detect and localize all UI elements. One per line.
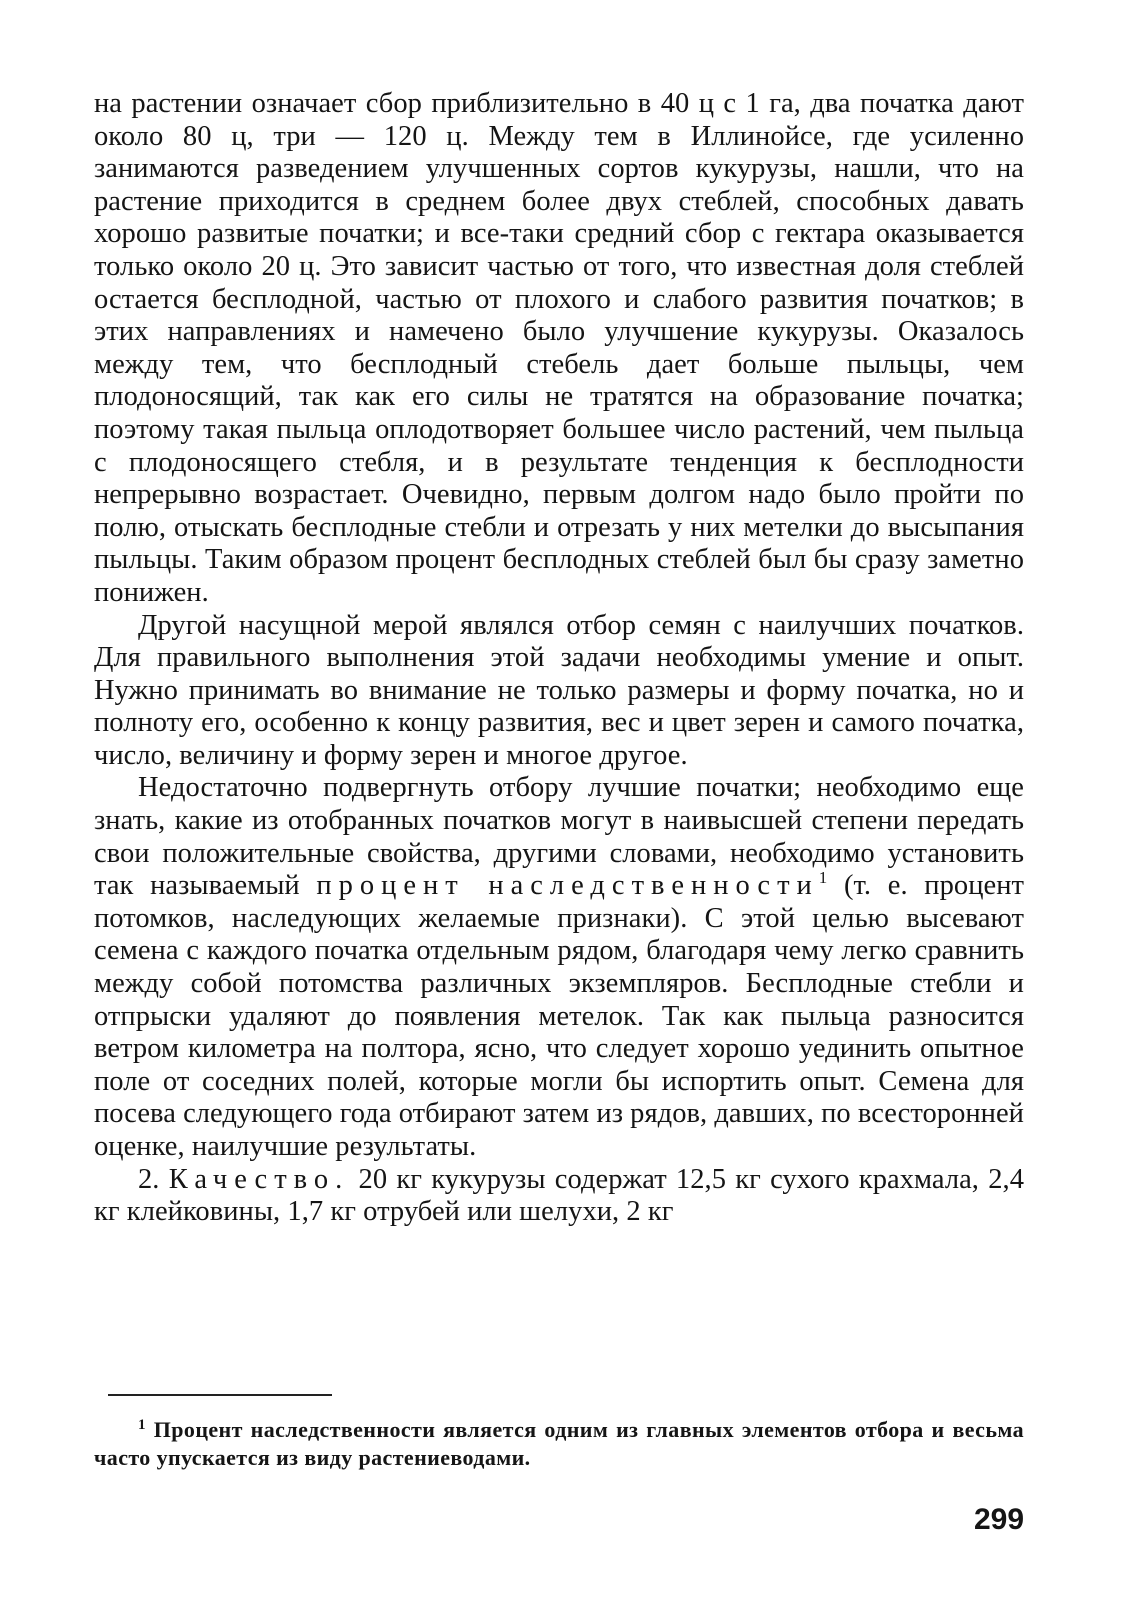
footnote [94,1416,1024,1472]
section-number: 2. [138,1163,160,1195]
paragraph-heredity [94,772,1024,1163]
paragraph-quality-text: 20 кг кукурузы содержат 12,5 кг сухого крахмала, 2,4 кг клейковины, 1,7 кг отрубей или шелухи, 2 кг [94,1163,1024,1228]
paragraph-seed-selection: Другой насущной мерой являлся отбор семян с наилучших початков. Для правильного выполнения этой задачи необходимы умение и опыт. Нужно принимать во внимание не только размеры и форму початка, но и полноту его, особенно к концу развития, вес и цвет зерен и самого початка, число, величину и форму зерен и многое другое. [94,609,1024,771]
footnote-divider [108,1394,332,1396]
spaced-term: процент наследственности [316,870,819,902]
page-number: 299 [974,1503,1025,1536]
paragraph-heredity-text-before: Недостаточно подвергнуть отбору лучшие початки; необходимо еще знать, какие из отобранных початков могут в наивысшей степени передать свои положительные свойства, другими словами, необходимо установить так называемый [94,772,1024,902]
paragraph-heredity-text-after: (т. е. процент потомков, наследующих желаемые признаки). С этой целью высевают семена с каждого початка отдельным рядом, благодаря чему легко сравнить между собой потомства различных экземпляров. Бесплодные стебли и отпрыски удаляют до появления метелок. Так как пыльца разносится ветром километра на полтора, ясно, что следует хорошо уединить опытное поле от соседних полей, которые могли бы испортить опыт. Семена для посева следующего года отбирают затем из рядов, давших, по всесторонней оценке, наилучшие результаты. [94,870,1024,1162]
section-heading: Качество. [168,1163,350,1195]
footnote-reference: 1 [818,868,828,888]
footnote-marker: 1 [138,1417,146,1433]
page-body [94,88,1024,1229]
paragraph-continuation: на растении означает сбор приблизительно в 40 ц с 1 га, два початка дают около 80 ц, три — 120 ц. Между тем в Иллинойсе, где усиленно занимаются разведением улучшенных сортов кукурузы, нашли, что на растение приходится в среднем более двух стеблей, способных давать хорошо развитые початки; и все-таки средний сбор с гектара оказывается только около 20 ц. Это зависит частью от того, что известная доля стеблей остается бесплодной, частью от плохого и слабого развития початков; в этих направлениях и намечено было улучшение кукурузы. Оказалось между тем, что бесплодный стебель дает больше пыльцы, чем плодоносящий, так как его силы не тратятся на образование початка; поэтому такая пыльца оплодотворяет большее число растений, чем пыльца с плодоносящего стебля, и в результате тенденция к бесплодности непрерывно возрастает. Очевидно, первым долгом надо было пройти по полю, отыскать бесплодные стебли и отрезать у них метелки до высыпания пыльцы. Таким образом процент бесплодных стеблей был бы сразу заметно понижен. [94,88,1024,608]
paragraph-quality [94,1164,1024,1229]
footnote-text: Процент наследственности является одним из главных элементов отбора и весьма часто упускается из виду растениеводами. [94,1417,1024,1470]
